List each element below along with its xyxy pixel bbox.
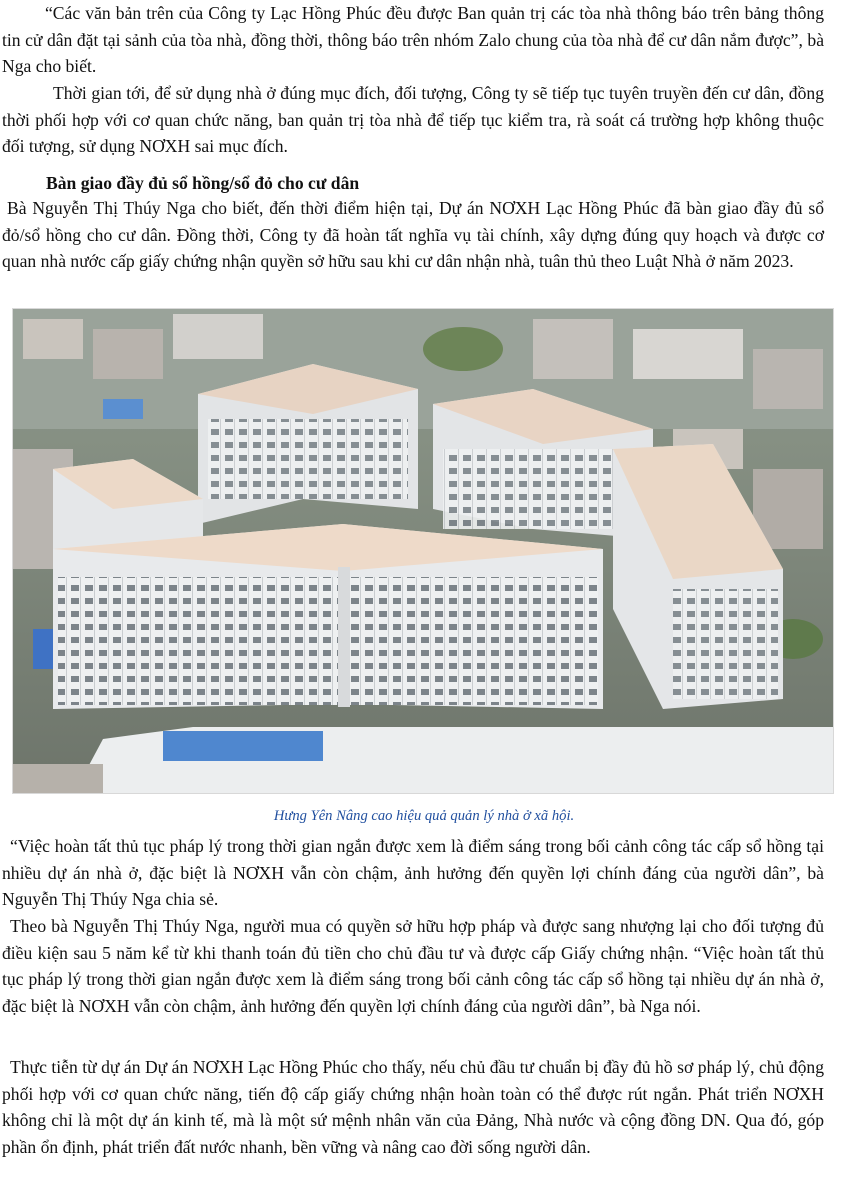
section-heading: Bàn giao đầy đủ sổ hồng/sổ đỏ cho cư dân	[46, 173, 360, 193]
paragraph-ownership: Theo bà Nguyễn Thị Thúy Nga, người mua có quyền sở hữu hợp pháp và được sang nhượng lại cho đối tượng đủ điều kiện sau 5 năm kể từ khi thanh toán đủ tiền cho chủ đầu tư và được cấp Giấy chứng nhận. “Việc hoàn tất thủ tục pháp lý trong thời gian ngắn được xem là điểm sáng trong bối cảnh công tác cấp sổ hồng tại nhiều dự án nhà ở, đặc biệt là NƠXH vẫn còn chậm, ảnh hưởng đến quyền lợi chính đáng của người dân”, bà Nga nói.	[2, 916, 824, 1016]
paragraph-handover: Bà Nguyễn Thị Thúy Nga cho biết, đến thời điểm hiện tại, Dự án NƠXH Lạc Hồng Phúc đã bàn giao đầy đủ sổ đỏ/sổ hồng cho cư dân. Đồng thời, Công ty đã hoàn tất nghĩa vụ tài chính, xây dựng đúng quy hoạch và được cơ quan nhà nước cấp giấy chứng nhận quyền sở hữu sau khi cư dân nhận nhà, tuân thủ theo Luật Nhà ở năm 2023.	[2, 198, 824, 271]
paragraph-conclusion: Thực tiễn từ dự án Dự án NƠXH Lạc Hồng Phúc cho thấy, nếu chủ đầu tư chuẩn bị đầy đủ hồ sơ pháp lý, chủ động phối hợp với cơ quan chức năng, tiến độ cấp giấy chứng nhận hoàn toàn có thể được rút ngắn. Phát triển NƠXH không chỉ là một dự án kinh tế, mà là một sứ mệnh nhân văn của Đảng, Nhà nước và cộng đồng DN. Qua đó, góp phần ổn định, phát triển đất nước nhanh, bền vững và nâng cao đời sống người dân.	[2, 1057, 824, 1157]
paragraph-quote-notice: “Các văn bản trên của Công ty Lạc Hồng Phúc đều được Ban quản trị các tòa nhà thông báo trên bảng thông tin cử dân đặt tại sảnh của tòa nhà, đồng thời, thông báo trên nhóm Zalo chung của tòa nhà để cư dân nắm được”, bà Nga cho biết.	[2, 3, 824, 76]
paragraph-legal-quote: “Việc hoàn tất thủ tục pháp lý trong thời gian ngắn được xem là điểm sáng trong bối cảnh công tác cấp sổ hồng tại nhiều dự án nhà ở, đặc biệt là NƠXH vẫn còn chậm, ảnh hưởng đến quyền lợi chính đáng của người dân”, bà Nguyễn Thị Thúy Nga chia sẻ.	[2, 836, 824, 909]
paragraph-future-plan: Thời gian tới, để sử dụng nhà ở đúng mục đích, đối tượng, Công ty sẽ tiếp tục tuyên truyền đến cư dân, đồng thời phối hợp với cơ quan chức năng, ban quản trị tòa nhà để tiếp tục kiểm tra, rà soát cá trường hợp không thuộc đối tượng, sử dụng NƠXH sai mục đích.	[2, 83, 824, 156]
apartment-aerial-photo	[12, 308, 834, 794]
photo-caption: Hưng Yên Nâng cao hiệu quả quản lý nhà ở xã hội.	[273, 808, 575, 824]
